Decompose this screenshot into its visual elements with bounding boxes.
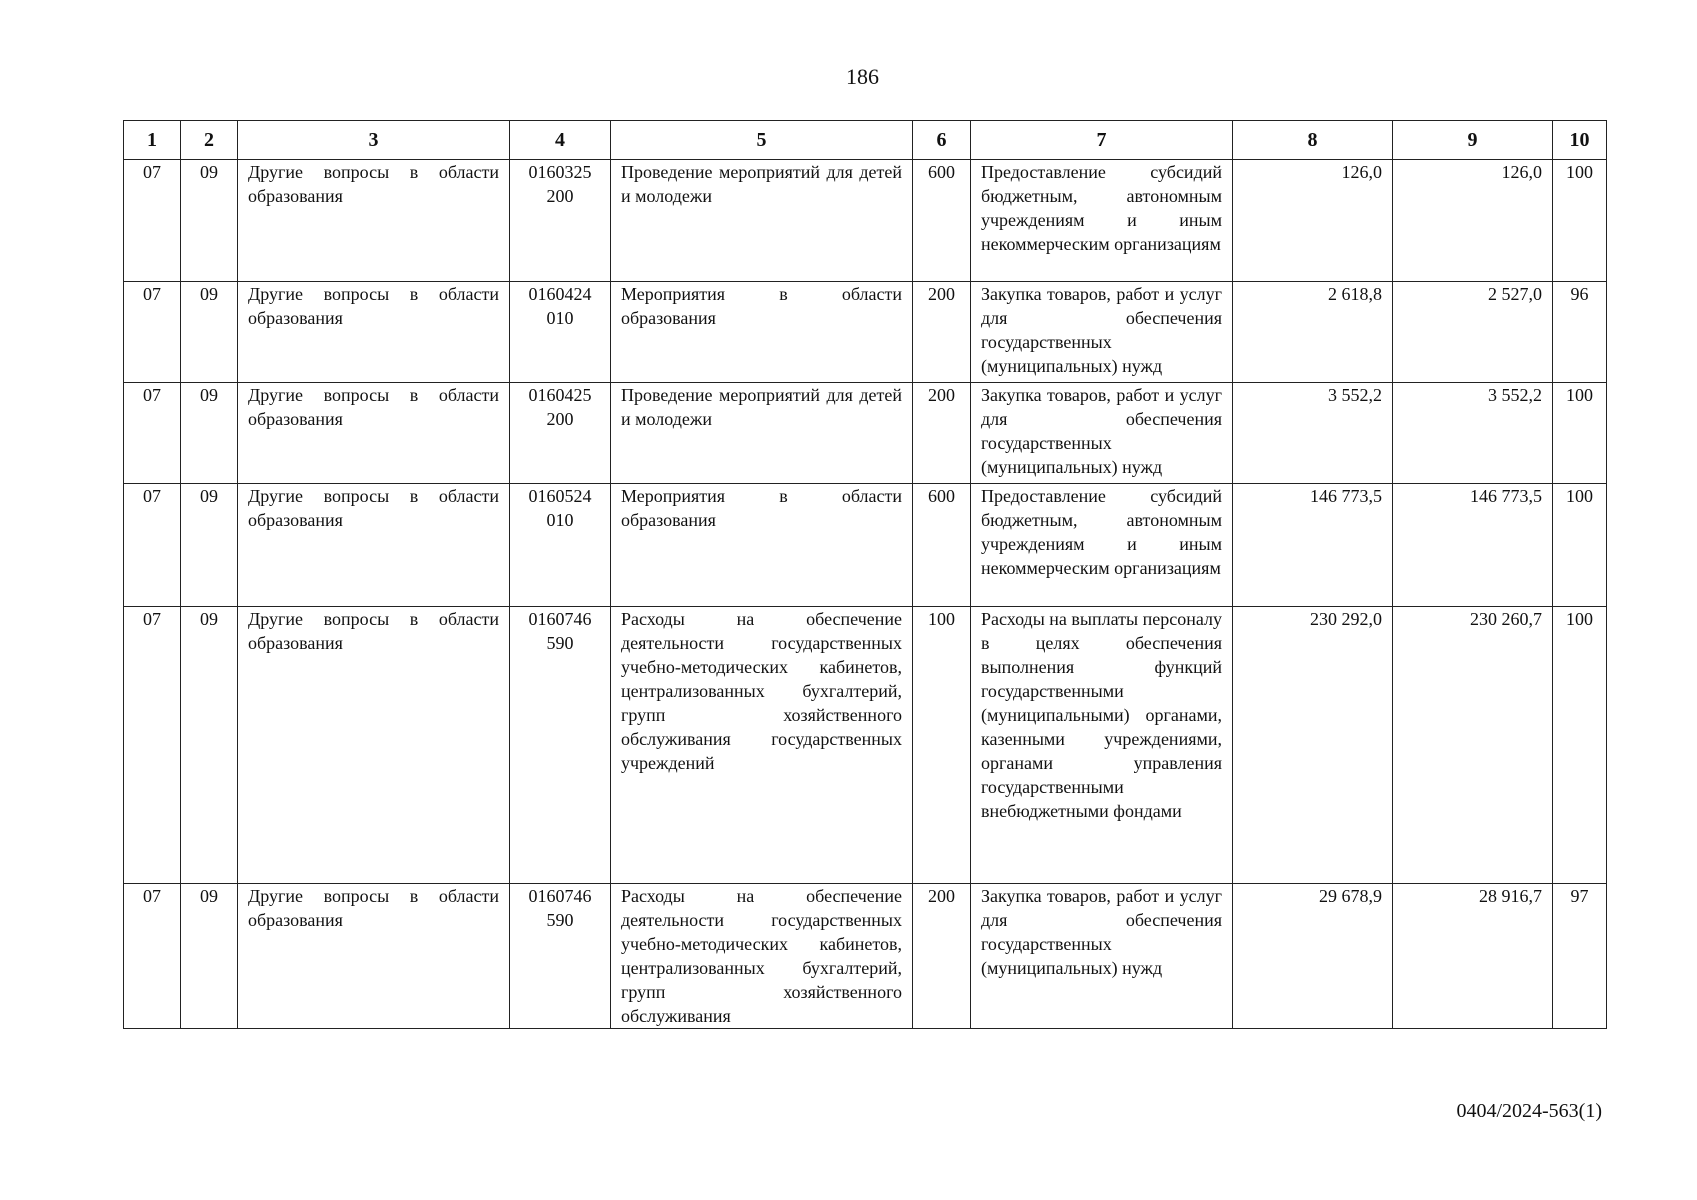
purpose-cell: Расходы на обеспечение деятельности государственных учебно-методических кабинетов, централизованных бухгалтерий, групп хозяйственного обслуживания государственных учреждений bbox=[611, 607, 913, 884]
code-line-2: 590 bbox=[546, 633, 574, 653]
vr-code-cell: 200 bbox=[913, 282, 971, 383]
vr-name-cell: Закупка товаров, работ и услуг для обеспечения государственных (муниципальных) нужд bbox=[971, 282, 1233, 383]
header-col-1: 1 bbox=[124, 121, 181, 160]
code-line-1: 0160746 bbox=[528, 609, 592, 629]
code-line-2: 200 bbox=[546, 409, 574, 429]
document-code: 0404/2024-563(1) bbox=[1456, 1100, 1602, 1122]
section-cell: 07 bbox=[124, 383, 181, 484]
section-cell: 07 bbox=[124, 884, 181, 1029]
name-cell: Другие вопросы в области образования bbox=[238, 160, 510, 282]
header-col-8: 8 bbox=[1233, 121, 1393, 160]
code-cell bbox=[510, 484, 611, 607]
header-col-2: 2 bbox=[181, 121, 238, 160]
vr-name-cell: Закупка товаров, работ и услуг для обеспечения государственных (муниципальных) нужд bbox=[971, 383, 1233, 484]
purpose-cell: Проведение мероприятий для детей и молодежи bbox=[611, 160, 913, 282]
table-row bbox=[124, 383, 1607, 484]
vr-code-cell: 600 bbox=[913, 484, 971, 607]
purpose-cell: Мероприятия в области образования bbox=[611, 484, 913, 607]
code-cell bbox=[510, 282, 611, 383]
executed-amount-cell: 28 916,7 bbox=[1393, 884, 1553, 1029]
vr-name-cell: Предоставление субсидий бюджетным, автономным учреждениям и иным некоммерческим организациям bbox=[971, 484, 1233, 607]
section-cell: 07 bbox=[124, 607, 181, 884]
percent-cell: 100 bbox=[1553, 484, 1607, 607]
vr-code-cell: 100 bbox=[913, 607, 971, 884]
table-row bbox=[124, 484, 1607, 607]
name-cell: Другие вопросы в области образования bbox=[238, 282, 510, 383]
name-cell: Другие вопросы в области образования bbox=[238, 607, 510, 884]
subsection-cell: 09 bbox=[181, 484, 238, 607]
purpose-text: Расходы на обеспечение деятельности государственных учебно-методических кабинетов, централизованных бухгалтерий, групп хозяйственного обслуживания bbox=[621, 886, 902, 1026]
approved-amount-cell: 230 292,0 bbox=[1233, 607, 1393, 884]
header-col-5: 5 bbox=[611, 121, 913, 160]
code-cell bbox=[510, 160, 611, 282]
header-col-7: 7 bbox=[971, 121, 1233, 160]
executed-amount-cell: 146 773,5 bbox=[1393, 484, 1553, 607]
purpose-cell: Мероприятия в области образования bbox=[611, 282, 913, 383]
section-cell: 07 bbox=[124, 160, 181, 282]
table-row bbox=[124, 607, 1607, 884]
vr-name-cell: Расходы на выплаты персоналу в целях обеспечения выполнения функций государственными (муниципальными) органами, казенными учреждениями, органами управления государственными внебюджетными фондами bbox=[971, 607, 1233, 884]
code-cell bbox=[510, 884, 611, 1029]
code-line-2: 010 bbox=[546, 308, 574, 328]
executed-amount-cell: 126,0 bbox=[1393, 160, 1553, 282]
code-line-1: 0160425 bbox=[528, 385, 592, 405]
header-row bbox=[124, 121, 1607, 160]
name-cell: Другие вопросы в области образования bbox=[238, 383, 510, 484]
code-cell bbox=[510, 383, 611, 484]
subsection-cell: 09 bbox=[181, 607, 238, 884]
budget-table bbox=[123, 120, 1607, 1029]
approved-amount-cell: 3 552,2 bbox=[1233, 383, 1393, 484]
header-col-6: 6 bbox=[913, 121, 971, 160]
code-line-2: 200 bbox=[546, 186, 574, 206]
vr-code-cell: 600 bbox=[913, 160, 971, 282]
section-cell: 07 bbox=[124, 484, 181, 607]
subsection-cell: 09 bbox=[181, 282, 238, 383]
code-cell bbox=[510, 607, 611, 884]
name-cell: Другие вопросы в области образования bbox=[238, 884, 510, 1029]
executed-amount-cell: 2 527,0 bbox=[1393, 282, 1553, 383]
header-col-3: 3 bbox=[238, 121, 510, 160]
name-cell: Другие вопросы в области образования bbox=[238, 484, 510, 607]
table-row bbox=[124, 282, 1607, 383]
percent-cell: 100 bbox=[1553, 607, 1607, 884]
subsection-cell: 09 bbox=[181, 383, 238, 484]
approved-amount-cell: 2 618,8 bbox=[1233, 282, 1393, 383]
purpose-cell: Проведение мероприятий для детей и молодежи bbox=[611, 383, 913, 484]
percent-cell: 100 bbox=[1553, 383, 1607, 484]
table-row bbox=[124, 160, 1607, 282]
purpose-cell bbox=[611, 884, 913, 1029]
section-cell: 07 bbox=[124, 282, 181, 383]
code-line-1: 0160746 bbox=[528, 886, 592, 906]
table-row bbox=[124, 884, 1607, 1029]
code-line-1: 0160424 bbox=[528, 284, 592, 304]
approved-amount-cell: 126,0 bbox=[1233, 160, 1393, 282]
header-col-10: 10 bbox=[1553, 121, 1607, 160]
vr-name-cell: Предоставление субсидий бюджетным, автономным учреждениям и иным некоммерческим организациям bbox=[971, 160, 1233, 282]
page-number: 186 bbox=[846, 64, 879, 89]
vr-code-cell: 200 bbox=[913, 884, 971, 1029]
executed-amount-cell: 230 260,7 bbox=[1393, 607, 1553, 884]
header-col-9: 9 bbox=[1393, 121, 1553, 160]
subsection-cell: 09 bbox=[181, 884, 238, 1029]
executed-amount-cell: 3 552,2 bbox=[1393, 383, 1553, 484]
subsection-cell: 09 bbox=[181, 160, 238, 282]
percent-cell: 97 bbox=[1553, 884, 1607, 1029]
approved-amount-cell: 29 678,9 bbox=[1233, 884, 1393, 1029]
vr-name-cell: Закупка товаров, работ и услуг для обеспечения государственных (муниципальных) нужд bbox=[971, 884, 1233, 1029]
percent-cell: 100 bbox=[1553, 160, 1607, 282]
code-line-2: 590 bbox=[546, 910, 574, 930]
header-col-4: 4 bbox=[510, 121, 611, 160]
percent-cell: 96 bbox=[1553, 282, 1607, 383]
vr-code-cell: 200 bbox=[913, 383, 971, 484]
code-line-1: 0160325 bbox=[528, 162, 592, 182]
code-line-1: 0160524 bbox=[528, 486, 592, 506]
code-line-2: 010 bbox=[546, 510, 574, 530]
approved-amount-cell: 146 773,5 bbox=[1233, 484, 1393, 607]
